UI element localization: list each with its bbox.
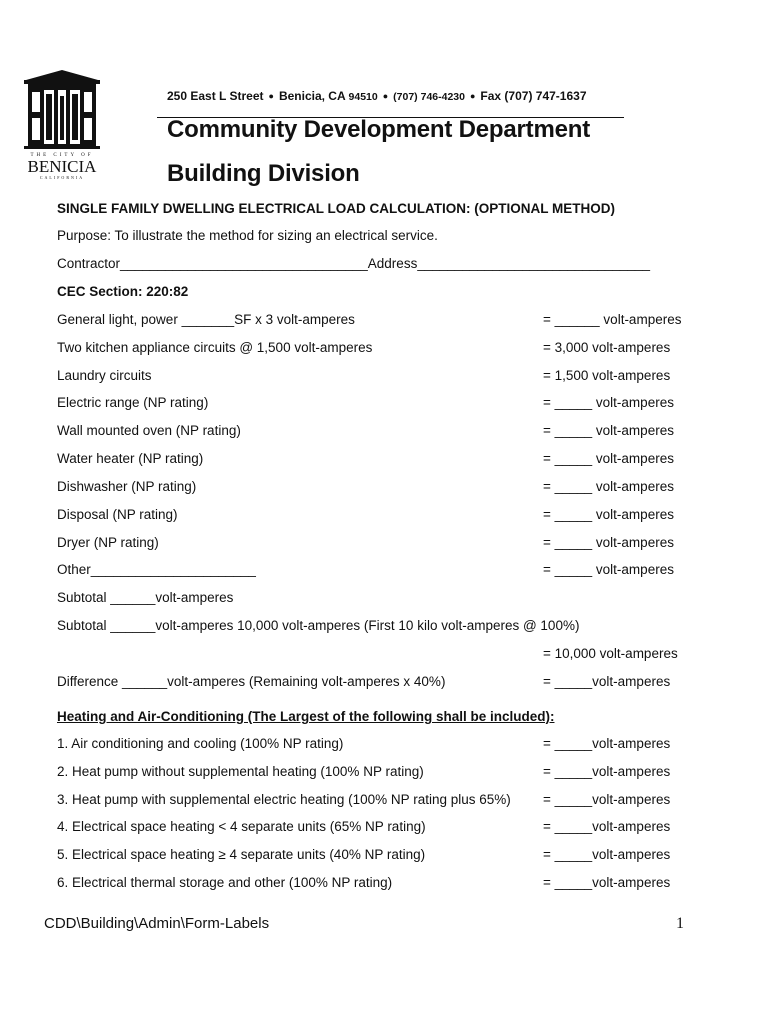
load-item-label: Dishwasher (NP rating) xyxy=(57,479,197,494)
heating-item-value: = _____volt-amperes xyxy=(543,792,671,807)
load-item-value: = 1,500 volt-amperes xyxy=(543,368,671,383)
phone-number: (707) 746-4230 xyxy=(393,91,465,103)
heating-item-label: 2. Heat pump without supplemental heating (100% NP rating) xyxy=(57,764,424,779)
load-item-label: Wall mounted oven (NP rating) xyxy=(57,423,241,438)
load-item-value: = _____ volt-amperes xyxy=(543,423,674,438)
heating-item-value: = _____volt-amperes xyxy=(543,819,671,834)
bullet-icon: ● xyxy=(382,91,389,101)
load-item-value: = _____ volt-amperes xyxy=(543,535,674,550)
difference-label: Difference ______volt-amperes (Remaining volt-amperes x 40%) xyxy=(57,674,446,689)
load-item-value: = ______ volt-amperes xyxy=(543,312,682,327)
load-item-label: General light, power _______SF x 3 volt-amperes xyxy=(57,312,355,327)
division-title: Building Division xyxy=(167,160,360,187)
heating-item-label: 4. Electrical space heating < 4 separate units (65% NP rating) xyxy=(57,819,426,834)
city-state: Benicia, CA xyxy=(278,89,346,103)
load-item-label: Two kitchen appliance circuits @ 1,500 volt-amperes xyxy=(57,340,373,355)
heating-item-value: = _____volt-amperes xyxy=(543,764,671,779)
city-hall-logo xyxy=(22,66,102,182)
subtotal-2-value: = 10,000 volt-amperes xyxy=(543,646,678,661)
load-item-value: = _____ volt-amperes xyxy=(543,507,674,522)
footer-path: CDD\Building\Admin\Form-Labels xyxy=(44,915,270,932)
form-title: SINGLE FAMILY DWELLING ELECTRICAL LOAD CALCULATION: (OPTIONAL METHOD) xyxy=(57,201,615,216)
load-item-value: = _____ volt-amperes xyxy=(543,451,674,466)
logo-caption-bottom: CALIFORNIA xyxy=(39,175,85,180)
load-item-label: Electric range (NP rating) xyxy=(57,395,209,410)
page-number: 1 xyxy=(676,915,684,932)
contractor-address-line: Contractor_________________________________Address_______________________________ xyxy=(57,256,651,271)
load-item-label: Dryer (NP rating) xyxy=(57,535,159,550)
load-item-value: = _____ volt-amperes xyxy=(543,479,674,494)
difference-value: = _____volt-amperes xyxy=(543,674,671,689)
load-item-value: = _____ volt-amperes xyxy=(543,562,674,577)
cec-section: CEC Section: 220:82 xyxy=(57,284,189,299)
bullet-icon: ● xyxy=(268,91,274,101)
street-address: 250 East L Street xyxy=(167,89,264,103)
load-item-label: Other______________________ xyxy=(57,562,256,577)
logo-city-name: BENICIA xyxy=(27,157,97,176)
load-item-label: Laundry circuits xyxy=(57,368,152,383)
heating-item-value: = _____volt-amperes xyxy=(543,847,671,862)
heating-item-label: 5. Electrical space heating ≥ 4 separate units (40% NP rating) xyxy=(57,847,426,862)
department-title: Community Development Department xyxy=(167,116,590,143)
subtotal-1: Subtotal ______volt-amperes xyxy=(57,590,234,605)
subtotal-2: Subtotal ______volt-amperes 10,000 volt-amperes (First 10 kilo volt-amperes @ 100%) xyxy=(57,618,580,633)
logo-caption-top: THE CITY OF xyxy=(30,153,94,158)
purpose-text: Purpose: To illustrate the method for sizing an electrical service. xyxy=(57,228,438,243)
heating-item-label: 1. Air conditioning and cooling (100% NP rating) xyxy=(57,736,344,751)
fax-number: Fax (707) 747-1637 xyxy=(480,89,587,103)
load-item-label: Disposal (NP rating) xyxy=(57,507,178,522)
load-item-value: = 3,000 volt-amperes xyxy=(543,340,671,355)
heating-item-label: 6. Electrical thermal storage and other (100% NP rating) xyxy=(57,875,393,890)
heating-item-value: = _____volt-amperes xyxy=(543,736,671,751)
heating-heading: Heating and Air-Conditioning (The Largest of the following shall be included): xyxy=(57,709,555,724)
load-item-label: Water heater (NP rating) xyxy=(57,451,204,466)
zip-code: 94510 xyxy=(348,91,378,103)
bullet-icon: ● xyxy=(469,91,476,101)
heating-item-label: 3. Heat pump with supplemental electric heating (100% NP rating plus 65%) xyxy=(57,792,511,807)
load-item-value: = _____ volt-amperes xyxy=(543,395,674,410)
heating-item-value: = _____volt-amperes xyxy=(543,875,671,890)
address-line xyxy=(167,89,587,103)
